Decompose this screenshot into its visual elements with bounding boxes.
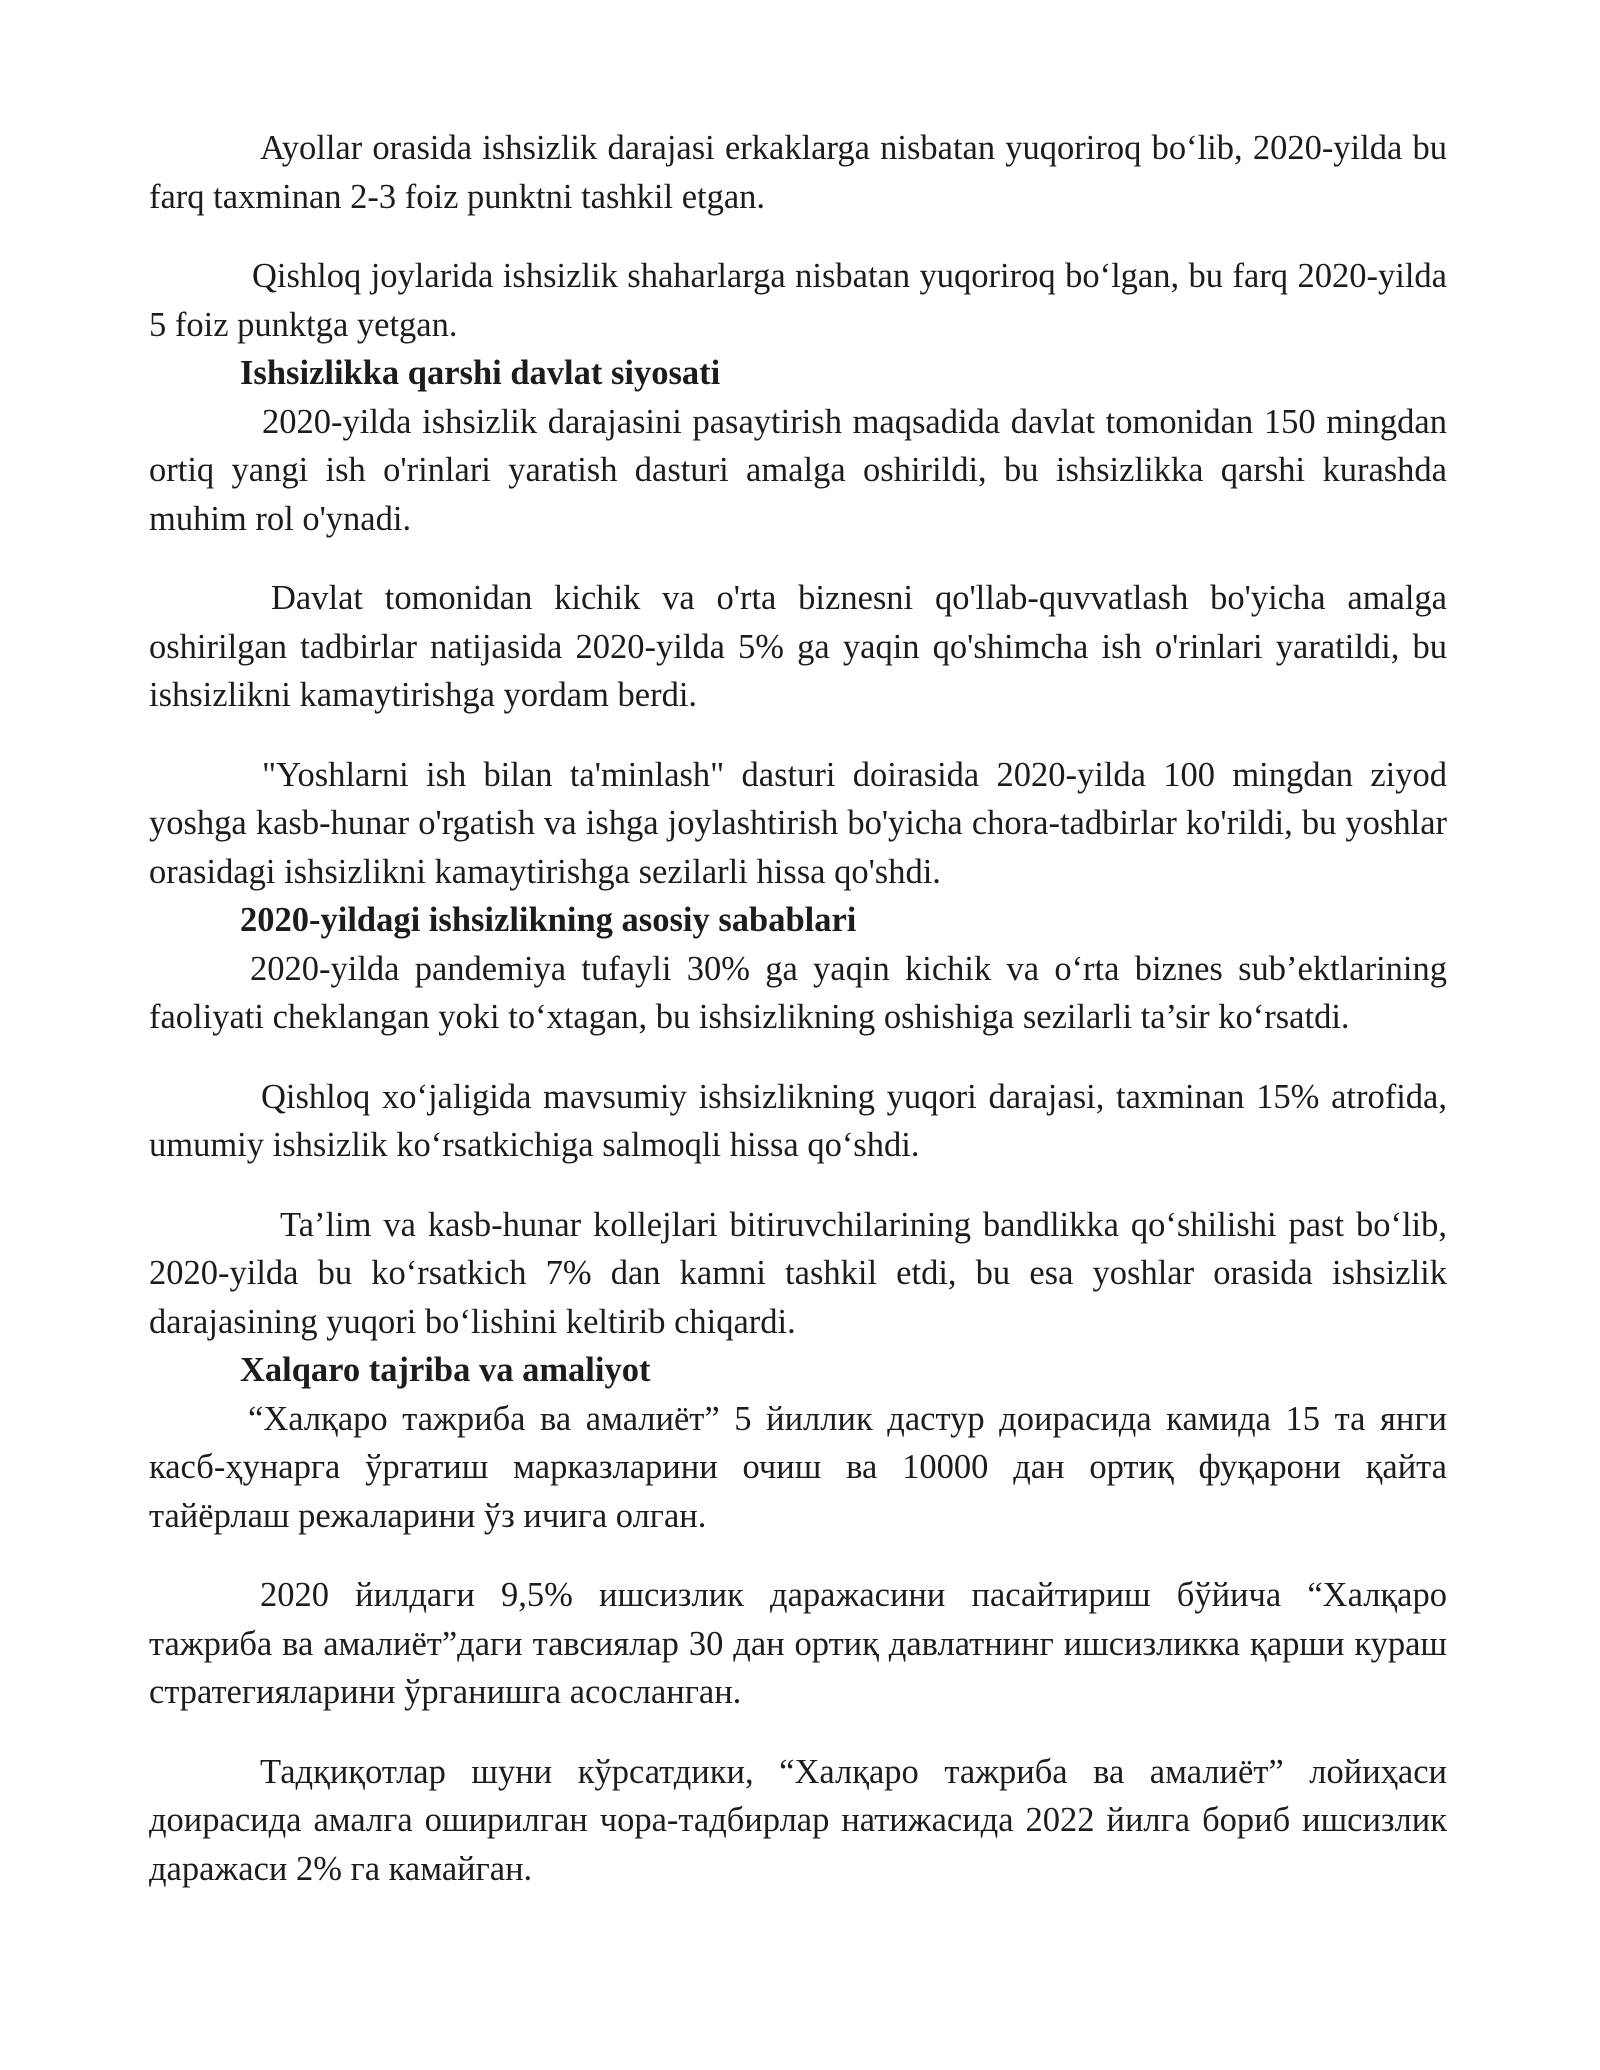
paragraph-women-unemployment: Ayollar orasida ishsizlik darajasi erkaklarga nisbatan yuqoriroq bo‘lib, 2020-yilda bu farq taxminan 2-3 foiz punktni tashkil etgan. <box>149 129 1447 216</box>
paragraph-international-research: Тадқиқотлар шуни кўрсатдики, “Халқаро тажриба ва амалиёт” лойиҳаси доирасида амалга оширилган чора-тадбирлар натижасида 2022 йилга бориб ишсизлик даражаси 2% га камайган. <box>149 1752 1447 1888</box>
paragraph-international-recommendations: 2020 йилдаги 9,5% ишсизлик даражасини пасайтириш бўйича “Халқаро тажриба ва амалиёт”даги тавсиялар 30 дан ортиқ давлатнинг ишсизликка қарши кураш стратегияларини ўрганишга асосланган. <box>149 1576 1447 1711</box>
paragraph-state-policy-youth: "Yoshlarni ish bilan ta'minlash" dasturi doirasida 2020-yilda 100 mingdan ziyod yoshga kasb-hunar o'rgatish va ishga joylashtirish bo'yicha chora-tadbirlar ko'rildi, bu yoshlar orasidagi ishsizlikni kamaytirishga sezilarli hissa qo'shdi. <box>149 755 1447 891</box>
paragraph-rural-unemployment: Qishloq joylarida ishsizlik shaharlarga nisbatan yuqoriroq bo‘lgan, bu farq 2020-yilda 5 foiz punktga yetgan. <box>149 257 1447 344</box>
section-heading-international: Xalqaro tajriba va amaliyot <box>240 1351 651 1389</box>
paragraph-state-policy-jobs: 2020-yilda ishsizlik darajasini pasaytirish maqsadida davlat tomonidan 150 mingdan ortiq yangi ish o'rinlari yaratish dasturi amalga oshirildi, bu ishsizlikka qarshi kurashda muhim rol o'ynadi. <box>149 402 1447 538</box>
section-heading-state-policy: Ishsizlikka qarshi davlat siyosati <box>240 354 721 392</box>
section-heading-causes: 2020-yildagi ishsizlikning asosiy sabablari <box>240 901 857 939</box>
document-page <box>149 124 1447 1893</box>
paragraph-causes-pandemic: 2020-yilda pandemiya tufayli 30% ga yaqin kichik va o‘rta biznes sub’ektlarining faoliyati cheklangan yoki to‘xtagan, bu ishsizlikning oshishiga sezilarli ta’sir ko‘rsatdi. <box>149 949 1447 1036</box>
paragraph-causes-graduates: Ta’lim va kasb-hunar kollejlari bitiruvchilarining bandlikka qo‘shilishi past bo‘lib, 2020-yilda bu ko‘rsatkich 7% dan kamni tashkil etdi, bu esa yoshlar orasida ishsizlik darajasining yuqori bo‘lishini keltirib chiqardi. <box>149 1205 1447 1341</box>
paragraph-state-policy-business: Davlat tomonidan kichik va o'rta biznesni qo'llab-quvvatlash bo'yicha amalga oshirilgan tadbirlar natijasida 2020-yilda 5% ga yaqin qo'shimcha ish o'rinlari yaratildi, bu ishsizlikni kamaytirishga yordam berdi. <box>149 579 1447 714</box>
paragraph-causes-agriculture: Qishloq xo‘jaligida mavsumiy ishsizlikning yuqori darajasi, taxminan 15% atrofida, umumiy ishsizlik ko‘rsatkichiga salmoqli hissa qo‘shdi. <box>149 1077 1447 1164</box>
paragraph-international-program: “Халқаро тажриба ва амалиёт” 5 йиллик дастур доирасида камида 15 та янги касб-ҳунарга ўргатиш марказларини очиш ва 10000 дан ортиқ фуқарони қайта тайёрлаш режаларини ўз ичига олган. <box>149 1399 1447 1535</box>
